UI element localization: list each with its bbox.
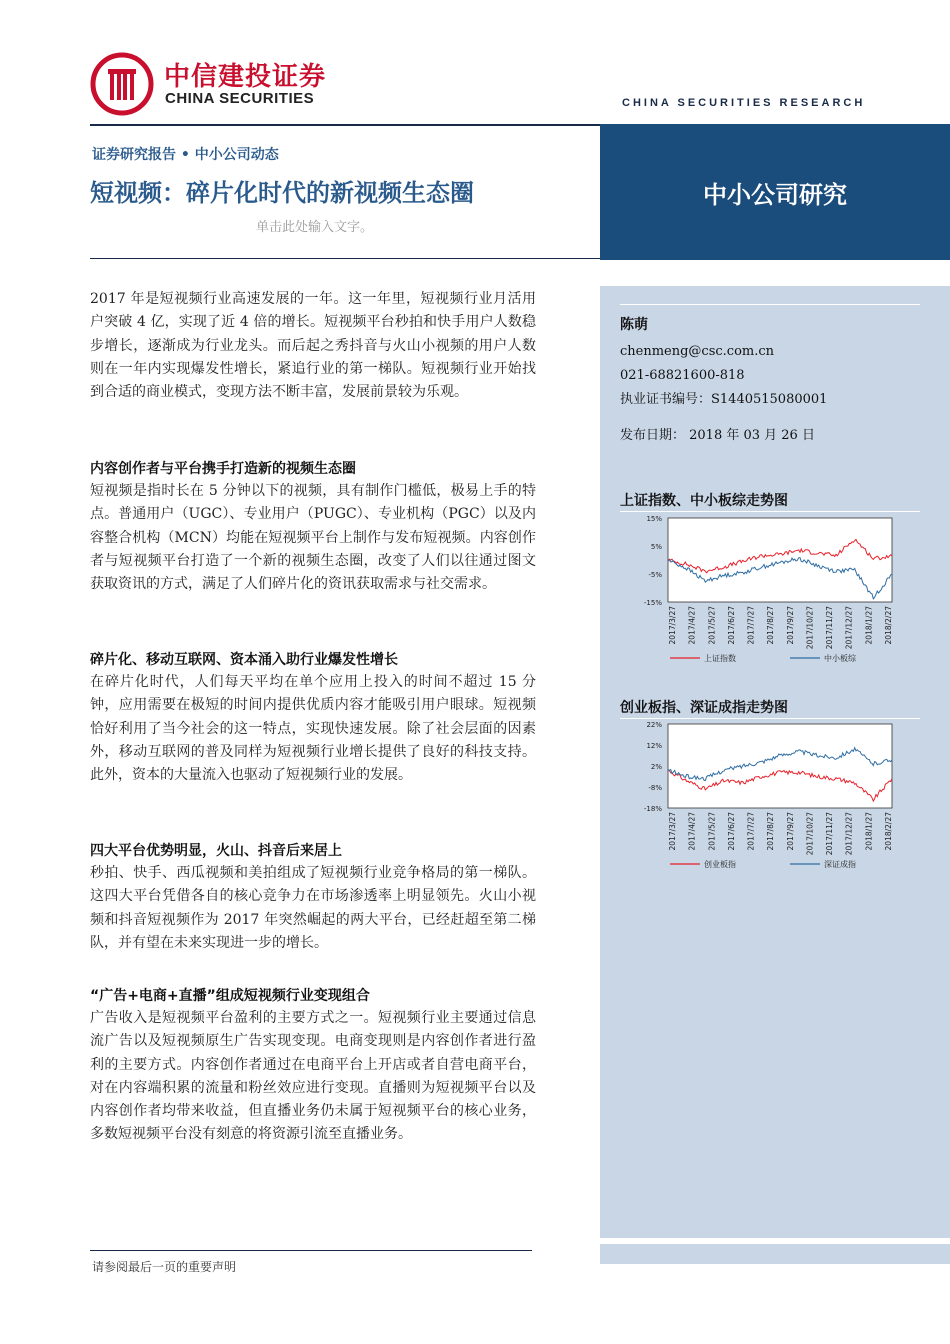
chart1-ytick-label: 15% xyxy=(646,515,662,523)
chart1-title: 上证指数、中小板综走势图 xyxy=(620,493,788,509)
section-heading-3: 四大平台优势明显，火山、抖音后来居上 xyxy=(90,843,342,859)
chart1-xtick-label: 2018/1/27 xyxy=(864,606,874,645)
section-body-2: 在碎片化时代，人们每天平均在单个应用上投入的时间不超过 15 分钟，应用需要在极短的时间内提供优质内容才能吸引用户眼球。短视频恰好利用了当今社会的这一特点，实现快速发展。除了社会层面的因素外，移动互联网的普及同样为短视频行业增长提供了良好的科技支持。此外，资本的大量流入也驱动了短视频行业的发展。 xyxy=(90,674,536,784)
chart1-legend-label: 中小板综 xyxy=(824,654,856,663)
chart2-title: 创业板指、深证成指走势图 xyxy=(620,700,788,716)
chart1-legend-label: 上证指数 xyxy=(704,654,736,663)
logo-english-name: CHINA SECURITIES xyxy=(165,90,315,107)
chart1-ytick-label: -5% xyxy=(648,571,662,579)
chart1-xtick-label: 2017/5/27 xyxy=(707,606,717,645)
chart2-xtick-label: 2017/8/27 xyxy=(766,812,776,851)
chart2-ytick-label: -18% xyxy=(643,805,662,813)
chart1-xtick-label: 2017/3/27 xyxy=(668,606,677,645)
chart2-xtick-label: 2017/3/27 xyxy=(668,812,677,851)
chart1-ytick-label: -15% xyxy=(643,599,662,607)
page-title: 短视频：碎片化时代的新视频生态圈 xyxy=(90,179,474,207)
research-label: CHINA SECURITIES RESEARCH xyxy=(622,97,866,109)
analyst-email[interactable]: chenmeng@csc.com.cn xyxy=(620,344,775,359)
chart1 xyxy=(620,512,920,672)
analyst-phone: 021-68821600-818 xyxy=(620,368,745,383)
section-heading-1: 内容创作者与平台携手打造新的视频生态圈 xyxy=(90,461,356,477)
footer-divider xyxy=(90,1250,532,1251)
chart1-xtick-label: 2017/10/27 xyxy=(805,606,815,650)
chart1-xtick-label: 2017/8/27 xyxy=(766,606,776,645)
section-heading-4: “广告+电商+直播”组成短视频行业变现组合 xyxy=(90,988,370,1004)
chart1-xtick-label: 2017/11/27 xyxy=(825,606,835,650)
chart2-xtick-label: 2018/1/27 xyxy=(864,812,874,851)
chart2-ytick-label: 22% xyxy=(646,721,662,729)
logo-chinese-name: 中信建投证券 xyxy=(164,62,327,92)
chart2-legend-label: 深证成指 xyxy=(824,860,856,869)
chart1-xtick-label: 2017/9/27 xyxy=(785,606,795,645)
subtitle-placeholder: 单击此处输入文字。 xyxy=(256,220,374,235)
footer-disclaimer: 请参阅最后一页的重要声明 xyxy=(92,1260,237,1274)
chart2-legend-label: 创业板指 xyxy=(704,860,736,869)
chart1-xtick-label: 2017/4/27 xyxy=(687,606,697,645)
chart2-ytick-label: 2% xyxy=(650,763,662,771)
chart1-ytick-label: 5% xyxy=(650,543,662,551)
section-body-4: 广告收入是短视频平台盈利的主要方式之一。短视频行业主要通过信息流广告以及短视频原生广告实现变现。电商变现则是内容创作者进行盈利的主要方式。内容创作者通过在电商平台上开店或者自营电商平台，对在内容端积累的流量和粉丝效应进行变现。直播则为短视频平台以及内容创作者均带来收益，但直播业务仍未属于短视频平台的核心业务，多数短视频平台没有刻意的将资源引流至直播业务。 xyxy=(90,1010,536,1143)
analyst-name: 陈萌 xyxy=(620,317,648,333)
chart2-xtick-label: 2017/6/27 xyxy=(726,812,736,851)
sidebar-divider xyxy=(620,304,920,305)
chart2-xtick-label: 2018/2/27 xyxy=(884,812,893,851)
chart1-xtick-label: 2017/12/27 xyxy=(844,606,854,650)
company-logo-icon xyxy=(90,52,154,116)
category-badge: 中小公司研究 xyxy=(600,124,950,260)
chart1-xtick-label: 2018/2/27 xyxy=(884,606,893,645)
publish-date: 发布日期： 2018 年 03 月 26 日 xyxy=(620,428,815,443)
section-body-1: 短视频是指时长在 5 分钟以下的视频，具有制作门槛低，极易上手的特点。普通用户（UGC）、专业用户（PUGC）、专业机构（PGC）以及内容整合机构（MCN）均能在短视频平台上制作与发布短视频。内容创作者与短视频平台打造了一个新的视频生态圈，改变了人们以往通过图文获取资讯的方式，满足了人们碎片化的资讯获取需求与社交需求。 xyxy=(90,483,536,593)
report-type-label: 证券研究报告 • 中小公司动态 xyxy=(92,147,279,163)
chart2-xtick-label: 2017/7/27 xyxy=(746,812,756,851)
analyst-license: 执业证书编号：S1440515080001 xyxy=(620,392,828,407)
chart2-plot-area xyxy=(668,724,892,808)
chart2-xtick-label: 2017/4/27 xyxy=(687,812,697,851)
intro-paragraph: 2017 年是短视频行业高速发展的一年。这一年里，短视频行业月活用户突破 4 亿，实现了近 4 倍的增长。短视频平台秒拍和快手用户人数稳步增长，逐渐成为行业龙头。而后起之秀抖音与火山小视频的用户人数则在一年内实现爆发性增长，紧追行业的第一梯队。短视频行业开始找到合适的商业模式，变现方法不断丰富，发展前景较为乐观。 xyxy=(90,291,536,401)
chart1-plot-area xyxy=(668,518,892,602)
chart2 xyxy=(620,718,920,878)
chart2-ytick-label: -8% xyxy=(648,784,662,792)
chart2-xtick-label: 2017/12/27 xyxy=(844,812,854,856)
chart2-xtick-label: 2017/10/27 xyxy=(805,812,815,856)
chart1-xtick-label: 2017/6/27 xyxy=(726,606,736,645)
sidebar-bottom-band xyxy=(600,1244,950,1264)
chart1-xtick-label: 2017/7/27 xyxy=(746,606,756,645)
title-divider xyxy=(90,258,600,259)
chart2-xtick-label: 2017/5/27 xyxy=(707,812,717,851)
section-body-3: 秒拍、快手、西瓜视频和美拍组成了短视频行业竞争格局的第一梯队。这四大平台凭借各自的核心竞争力在市场渗透率上明显领先。火山小视频和抖音短视频作为 2017 年突然崛起的两大平台，已经赶超至第二梯队，并有望在未来实现进一步的增长。 xyxy=(90,865,536,951)
chart2-xtick-label: 2017/9/27 xyxy=(785,812,795,851)
chart2-ytick-label: 12% xyxy=(646,742,662,750)
chart2-xtick-label: 2017/11/27 xyxy=(825,812,835,856)
section-heading-2: 碎片化、移动互联网、资本涌入助行业爆发性增长 xyxy=(90,652,398,668)
logo xyxy=(90,52,340,116)
header-divider xyxy=(90,124,600,126)
